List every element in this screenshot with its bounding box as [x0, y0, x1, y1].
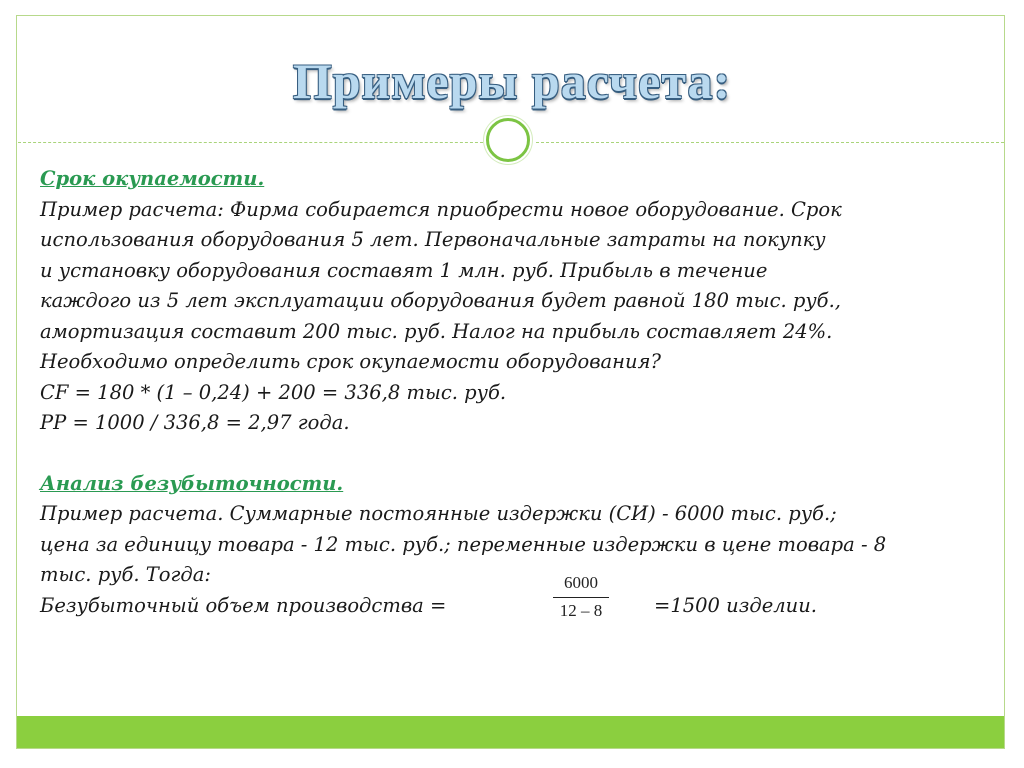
breakeven-heading: Анализ безубыточности.: [40, 471, 344, 495]
payback-line: каждого из 5 лет эксплуатации оборудования будет равной 180 тыс. руб.,: [40, 289, 841, 312]
breakeven-formula-label: Безубыточный объем производства =: [40, 593, 447, 617]
divider-line-right: [536, 142, 1004, 143]
payback-line: и установку оборудования составят 1 млн. руб. Прибыль в течение: [40, 258, 768, 282]
section-gap: [40, 439, 1015, 469]
payback-line: Необходимо определить срок окупаемости оборудования?: [40, 350, 661, 373]
bottom-accent-bar: [17, 716, 1004, 748]
payback-period-formula: PP = 1000 / 336,8 = 2,97 года.: [40, 411, 350, 434]
payback-line: использования оборудования 5 лет. Первоначальные затраты на покупку: [40, 228, 826, 251]
payback-section: [40, 164, 1015, 439]
breakeven-line: тыс. руб. Тогда:: [40, 563, 211, 586]
divider-line-left: [18, 142, 488, 143]
breakeven-line: Пример расчета. Суммарные постоянные издержки (СИ) - 6000 тыс. руб.;: [40, 502, 837, 525]
breakeven-line: цена за единицу товара - 12 тыс. руб.; переменные издержки в цене товара - 8: [40, 532, 887, 556]
payback-line: амортизация составит 200 тыс. руб. Налог на прибыль составляет 24%.: [40, 319, 833, 343]
slide-title: Примеры расчета:: [292, 53, 732, 109]
circle-ornament-icon: [486, 118, 530, 162]
payback-heading: Срок окупаемости.: [40, 167, 265, 190]
cash-flow-formula: CF = 180 * (1 – 0,24) + 200 = 336,8 тыс. руб.: [40, 380, 507, 404]
breakeven-formula-result: =1500 изделии.: [654, 593, 817, 617]
fraction-denominator: 12 – 8: [559, 600, 603, 620]
fraction-numerator: 6000: [564, 572, 598, 592]
payback-line: Пример расчета: Фирма собирается приобрести новое оборудование. Срок: [40, 197, 842, 221]
breakeven-fraction: [551, 573, 611, 621]
breakeven-section: [40, 469, 1015, 623]
slide-content: [40, 164, 1015, 623]
